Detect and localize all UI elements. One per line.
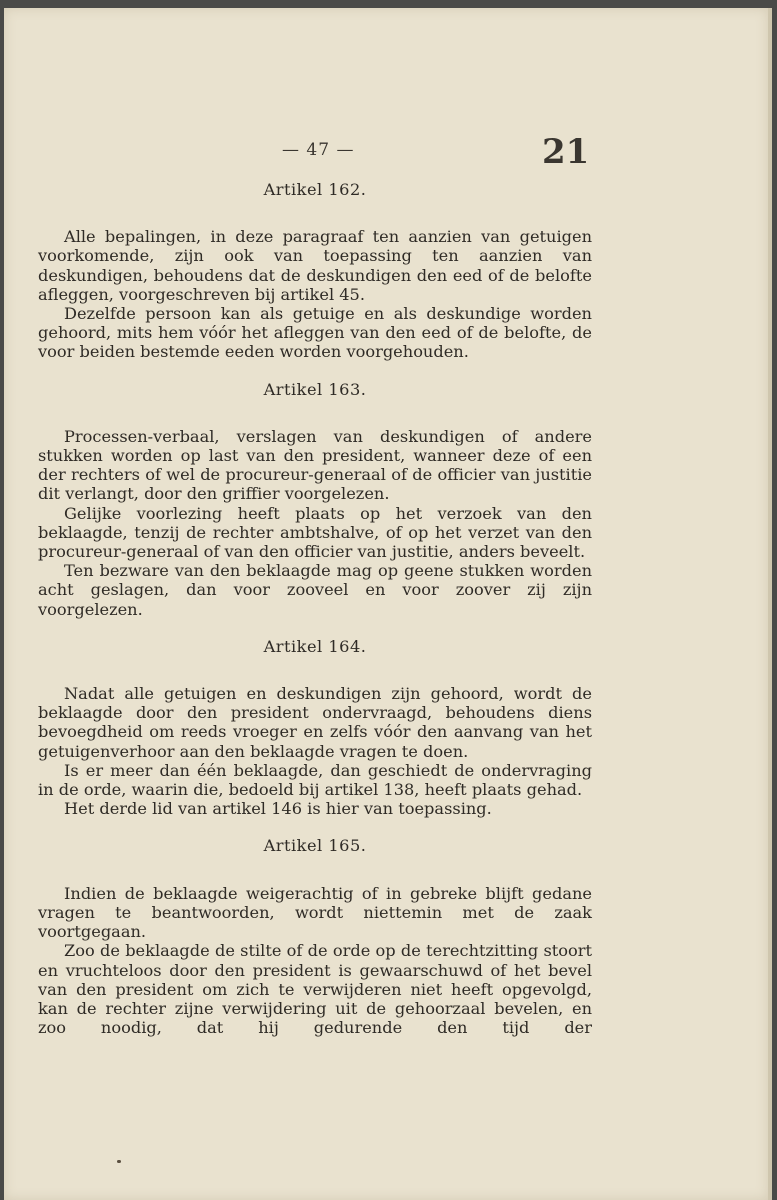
article-paragraph: Indien de beklaagde weigerachtig of in gebreke blijft gedane vragen te beantwoorden, wordt niettemin met de zaak voortgegaan.: [38, 883, 592, 942]
article-paragraph: Dezelfde persoon kan als getuige en als deskundige worden gehoord, mits hem vóór het afleggen van den eed of de belofte, de voor beiden bestemde eeden worden voorgehouden.: [38, 304, 592, 362]
article-heading: Artikel 162.: [263, 180, 367, 199]
page-edge: [768, 8, 772, 1200]
article-paragraph: Zoo de beklaagde de stilte of de orde op de terechtzitting stoort en vruchteloos door den president is gewaarschuwd of het bevel van den president om zich te verwijderen niet heeft opgevolgd, kan de rechter zijne verwijdering uit de gehoorzaal bevelen, en zoo noodig, dat hij gedurende den tijd der: [38, 941, 592, 1038]
article-paragraph: Is er meer dan één beklaagde, dan geschiedt de ondervraging in de orde, waarin die, bedoeld bij artikel 138, heeft plaats gehad.: [38, 760, 592, 800]
page-number: — 47 —: [282, 140, 355, 160]
article-heading: Artikel 165.: [263, 836, 367, 856]
article-paragraph: Alle bepalingen, in deze paragraaf ten aanzien van getuigen voorkomende, zijn ook van toepassing ten aanzien van deskundigen, behoudens dat de deskundigen den eed of de belofte afleggen, voorgeschreven bij artikel 45.: [38, 227, 592, 304]
article-heading: Artikel 163.: [263, 379, 367, 399]
article-paragraph: Gelijke voorlezing heeft plaats op het verzoek van den beklaagde, tenzij de rechter ambtshalve, of op het verzet van den procureur-generaal of van den officier van justitie, anders beveelt.: [38, 503, 592, 562]
article-text: [38, 180, 592, 1037]
article-paragraph: Nadat alle getuigen en deskundigen zijn gehoord, wordt de beklaagde door den president ondervraagd, behoudens diens bevoegdheid om reeds vroeger en zelfs vóór den aanvang van het getuigenverhoor aan den beklaagde vragen te doen.: [38, 684, 592, 761]
sheet-number: 21: [542, 132, 590, 172]
article-paragraph: Ten bezware van den beklaagde mag op geene stukken worden acht geslagen, dan voor zooveel en voor zoover zij zijn voorgelezen.: [38, 561, 592, 619]
article-paragraph: Het derde lid van artikel 146 is hier van toepassing.: [64, 799, 492, 819]
paper-speck: [117, 1160, 121, 1163]
article-paragraph: Processen-verbaal, verslagen van deskundigen of andere stukken worden op last van den president, wanneer deze of een der rechters of wel de procureur-generaal of de officier van justitie dit verlangt, door den griffier voorgelezen.: [38, 426, 592, 504]
book-page: [4, 8, 768, 1200]
article-heading: Artikel 164.: [263, 636, 367, 656]
